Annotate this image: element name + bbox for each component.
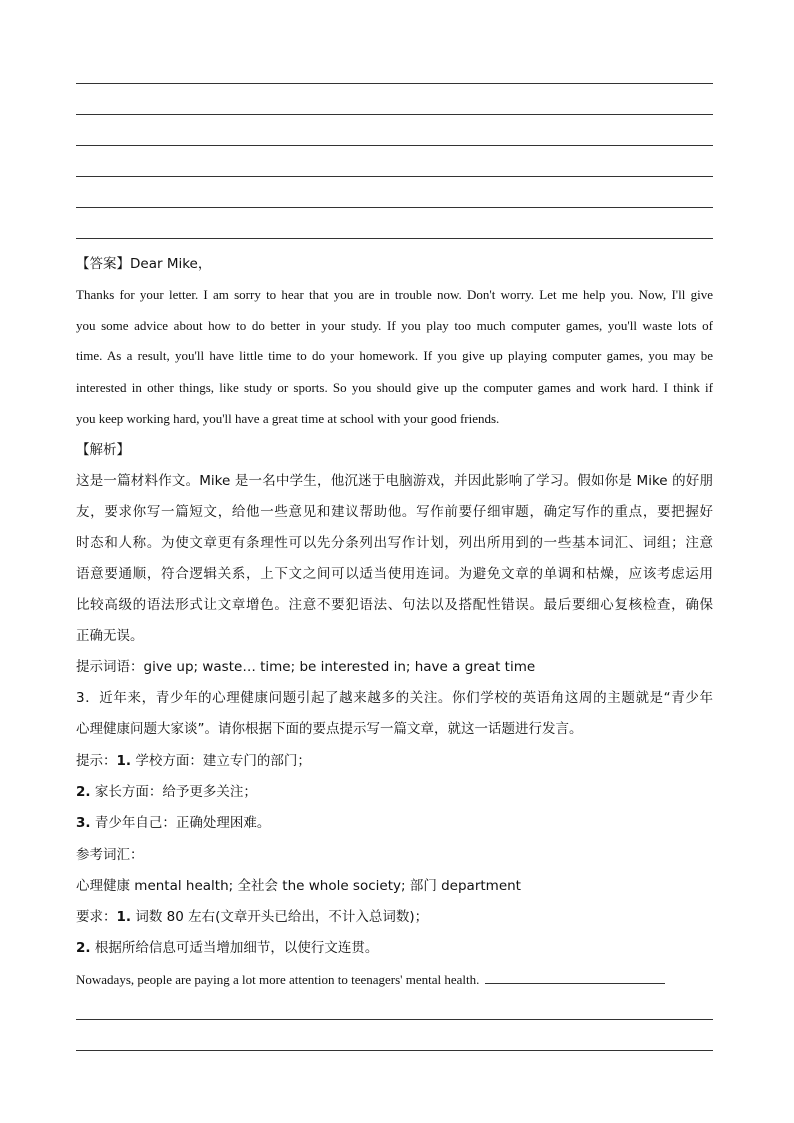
- vocab-list: 心理健康 mental health; 全社会 the whole society; 部门 department: [76, 878, 521, 894]
- analysis-line: 这是一篇材料作文。Mike 是一名中学生，他沉迷于电脑游戏，并因此影响了学习。假如你是 Mike 的好朋: [76, 473, 713, 489]
- tip-text: 学校方面：建立专门的部门；: [131, 753, 311, 769]
- answer-blank[interactable]: [485, 971, 665, 984]
- hint-words: 提示词语：give up; waste… time; be interested in; have a great time: [76, 659, 536, 675]
- requirement-item: [76, 938, 378, 958]
- tip-number: 1.: [116, 753, 132, 769]
- answer-line: interested in other things, like study or sports. So you should give up the computer games and work hard. I think if: [76, 380, 713, 395]
- tip-number: 2.: [76, 784, 91, 800]
- question-stem: 心理健康问题大家谈”。请你根据下面的要点提示写一篇文章，就这一话题进行发言。: [76, 721, 583, 737]
- tip-number: 3.: [76, 815, 91, 831]
- writing-line: [76, 1050, 713, 1051]
- requirement-number: 1.: [116, 909, 132, 925]
- writing-line: [76, 145, 713, 146]
- analysis-heading: 【解析】: [76, 442, 130, 458]
- requirement-label: 要求：: [76, 909, 117, 925]
- writing-line: [76, 114, 713, 115]
- writing-line: [76, 207, 713, 208]
- essay-opening: [76, 970, 665, 990]
- answer-heading: 【答案】Dear Mike，: [76, 256, 212, 272]
- writing-line: [76, 1019, 713, 1020]
- tip-item: [76, 782, 257, 802]
- tip-item: [76, 751, 311, 771]
- answer-line: you some advice about how to do better in your study. If you play too much computer games, you'll waste lots of: [76, 318, 713, 333]
- answer-line: Thanks for your letter. I am sorry to hear that you are in trouble now. Don't worry. Let me help you. Now, I'll give: [76, 287, 713, 302]
- answer-line: time. As a result, you'll have little time to do your homework. If you give up playing computer games, you may be: [76, 348, 713, 363]
- requirement-text: 根据所给信息可适当增加细节，以使行文连贯。: [90, 940, 379, 956]
- answer-line: you keep working hard, you'll have a great time at school with your good friends.: [76, 411, 500, 426]
- tip-item: [76, 813, 270, 833]
- requirement-item: [76, 907, 428, 927]
- opening-sentence: Nowadays, people are paying a lot more attention to teenagers' mental health.: [76, 972, 480, 987]
- analysis-line: 时态和人称。为使文章更有条理性可以先分条列出写作计划，列出所用到的一些基本词汇、词组；注意: [76, 535, 713, 551]
- writing-line: [76, 83, 713, 84]
- analysis-line: 比较高级的语法形式让文章增色。注意不要犯语法、句法以及搭配性错误。最后要细心复核检查，确保: [76, 597, 713, 613]
- requirement-text: 词数 80 左右(文章开头已给出，不计入总词数)；: [131, 909, 429, 925]
- vocab-label: 参考词汇：: [76, 847, 144, 863]
- analysis-line: 语意要通顺，符合逻辑关系，上下文之间可以适当使用连词。为避免文章的单调和枯燥，应该考虑运用: [76, 566, 713, 582]
- analysis-line: 正确无误。: [76, 628, 144, 644]
- requirement-number: 2.: [76, 940, 91, 956]
- tip-text: 家长方面：给予更多关注；: [90, 784, 257, 800]
- tips-label: 提示：: [76, 753, 117, 769]
- tip-text: 青少年自己：正确处理困难。: [90, 815, 271, 831]
- writing-line: [76, 176, 713, 177]
- analysis-line: 友，要求你写一篇短文，给他一些意见和建议帮助他。写作前要仔细审题，确定写作的重点，要把握好: [76, 504, 713, 520]
- writing-line: [76, 238, 713, 239]
- question-stem: 3．近年来，青少年的心理健康问题引起了越来越多的关注。你们学校的英语角这周的主题就是“青少年: [76, 690, 713, 706]
